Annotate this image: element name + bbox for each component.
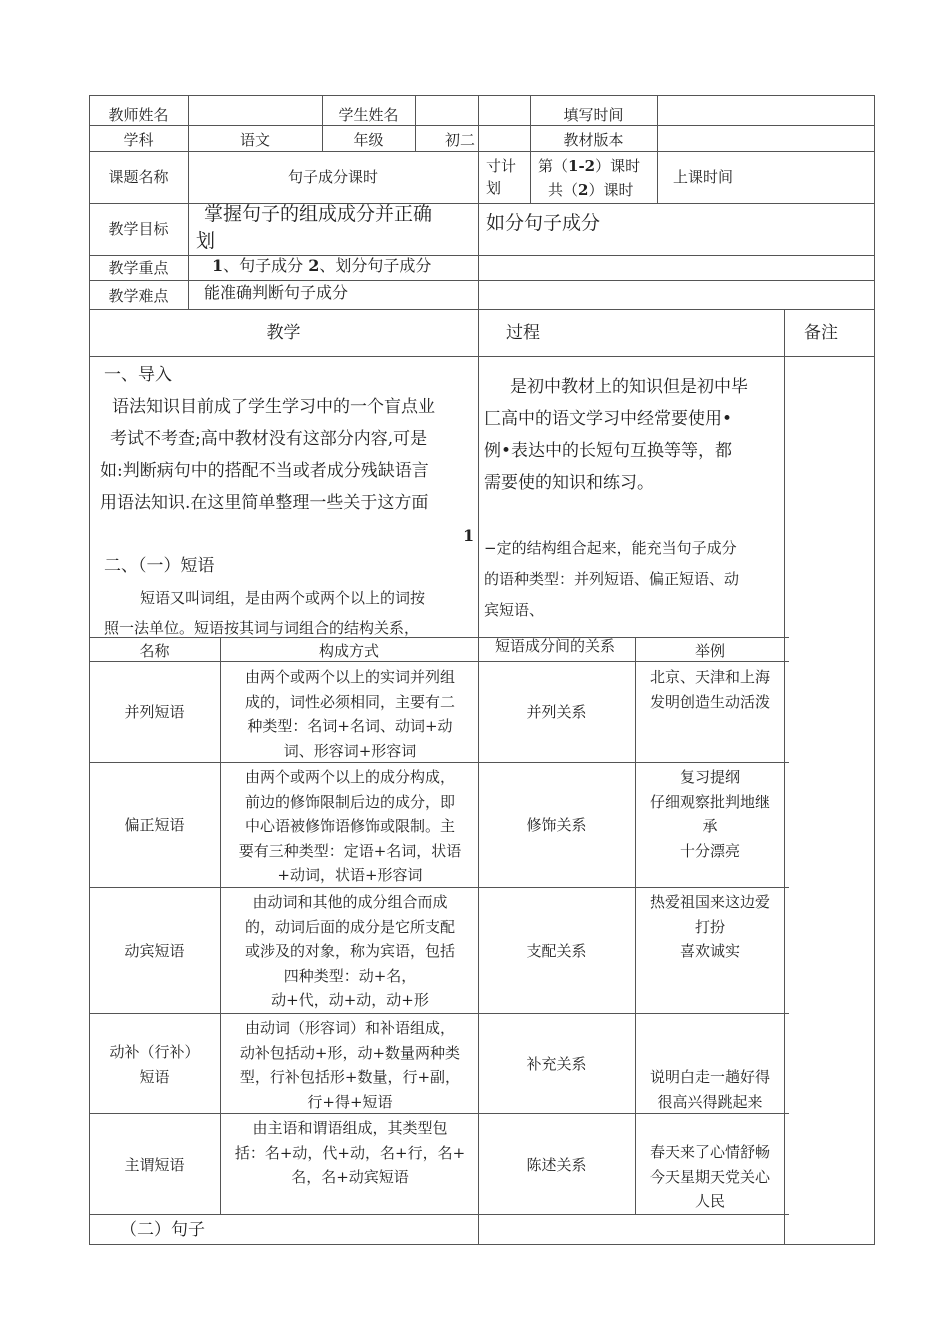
intro-left-line: 用语法知识.在这里简单整理一些关于这方面 [100,493,429,513]
key-value: 1、句子成分 2、划分句子成分 [212,256,432,275]
intro-right-line: 是初中教材上的知识但是初中毕 [510,377,748,397]
row-structure: 由动词（形容词）和补语组成， 动补包括动+形，动+数量两种类 型，行补包括形+数量，行+副， 行+得+短语 [239,1019,461,1111]
goal-value-line2: 划 [196,230,216,252]
class-time-label: 上课时间 [673,168,734,186]
row-relation: 并列关系 [526,703,587,721]
grade-value: 初二 [444,131,475,149]
goal-label: 教学目标 [108,220,169,238]
lesson-name-label: 课题名称 [108,168,169,186]
table-header-example: 举例 [694,642,725,660]
row-example: 说明白走一趟好得 很高兴得跳起来 [649,1068,770,1111]
fill-time-label: 填写时间 [563,106,624,124]
row-name: 动补（行补） 短语 [109,1043,200,1086]
row-structure: 由两个或两个以上的成分构成， 前边的修饰限制后边的成分，即 中心语被修饰语修饰或限制。主 要有三种类型：定语+名词，状语 +动词，状语+形容词 [238,768,462,884]
intro-right-line: 匚高中的语文学习中经常要使用• [484,409,733,429]
intro-heading: 一、导入 [104,365,172,385]
row-structure: 由动词和其他的成分组合而成 的，动词后面的成分是它所支配 或涉及的对象，称为宾语，包括 四种类型：动+名， 动+代，动+动，动+形 [244,893,455,1009]
process-label: 过程 [506,323,540,343]
row-name: 偏正短语 [124,816,185,834]
row-name: 主谓短语 [124,1156,185,1174]
row-relation: 支配关系 [526,942,587,960]
intro-left-line: 考试不考查;高中教材没有这部分内容,可是 [110,429,428,449]
table-header-name: 名称 [139,642,170,660]
intro-right-line: 例•表达中的长短句互换等等，都 [484,441,733,461]
row-relation: 补充关系 [526,1055,587,1073]
subject-value: 语文 [239,131,270,149]
row-relation: 陈述关系 [526,1156,587,1174]
phrases-left-line: 照一法单位。短语按其词与词组合的结构关系， [104,619,420,637]
key-label: 教学重点 [108,259,169,277]
plan-label-line1: 寸计 [486,157,517,175]
row-name: 并列短语 [124,703,185,721]
phrases-right-line: 的语种类型：并列短语、偏正短语、动 [484,570,740,588]
row-structure: 由主语和谓语组成，其类型包 括：名+动，代+动，名+行，名+ 名，名+动宾短语 [234,1119,466,1186]
page-number: 1 [463,526,475,545]
row-structure: 由两个或两个以上的实词并列组 成的，词性必须相同，主要有二 种类型：名词+名词、动词+动 词、形容词+形容词 [244,668,455,760]
remark-label: 备注 [804,323,838,343]
row-name: 动宾短语 [124,942,185,960]
goal-value-line1: 掌握句子的组成成分并正确 [204,203,433,225]
row-example: 复习提纲 仔细观察批判地继 承 十分漂亮 [649,768,770,860]
difficulty-value: 能准确判断句子成分 [204,283,349,302]
row-example: 北京、天津和上海 发明创造生动活泼 [649,668,770,711]
row-example: 热爱祖国来这边爱 打扮 喜欢诚实 [649,893,770,960]
period-line1: 第（1-2）课时 [538,157,641,175]
difficulty-label: 教学难点 [108,287,169,305]
teach-label: 教学 [266,323,301,343]
table-header-relation: 短语成分间的关系 [495,637,616,655]
intro-left-line: 如:判断病句中的搭配不当或者成分残缺语言 [100,461,429,481]
teacher-name-label: 教师姓名 [108,106,169,124]
phrases-left-line: 短语又叫词组，是由两个或两个以上的词按 [140,589,426,607]
subject-label: 学科 [123,131,154,149]
row-relation: 修饰关系 [526,816,587,834]
sentence-heading: （二）句子 [120,1220,205,1240]
goal-value-line3: 如分句子成分 [486,212,601,234]
table-header-structure: 构成方式 [318,642,379,660]
intro-right-line: 需要使的知识和练习。 [484,473,654,493]
grade-label: 年级 [353,131,384,149]
intro-left-line: 语法知识目前成了学生学习中的一个盲点业 [112,397,435,417]
phrases-heading: 二、（一）短语 [104,556,215,576]
lesson-name-value: 句子成分课时 [287,168,378,186]
phrases-right-line: 宾短语、 [484,601,545,619]
row-example: 春天来了心情舒畅 今天星期天党关心 人民 [649,1143,770,1210]
textbook-label: 教材版本 [563,131,624,149]
plan-label-line2: 划 [486,179,502,197]
period-line2: 共（2）课时 [548,181,634,199]
student-name-label: 学生姓名 [338,106,399,124]
phrases-right-line: −定的结构组合起来，能充当句子成分 [484,539,737,557]
